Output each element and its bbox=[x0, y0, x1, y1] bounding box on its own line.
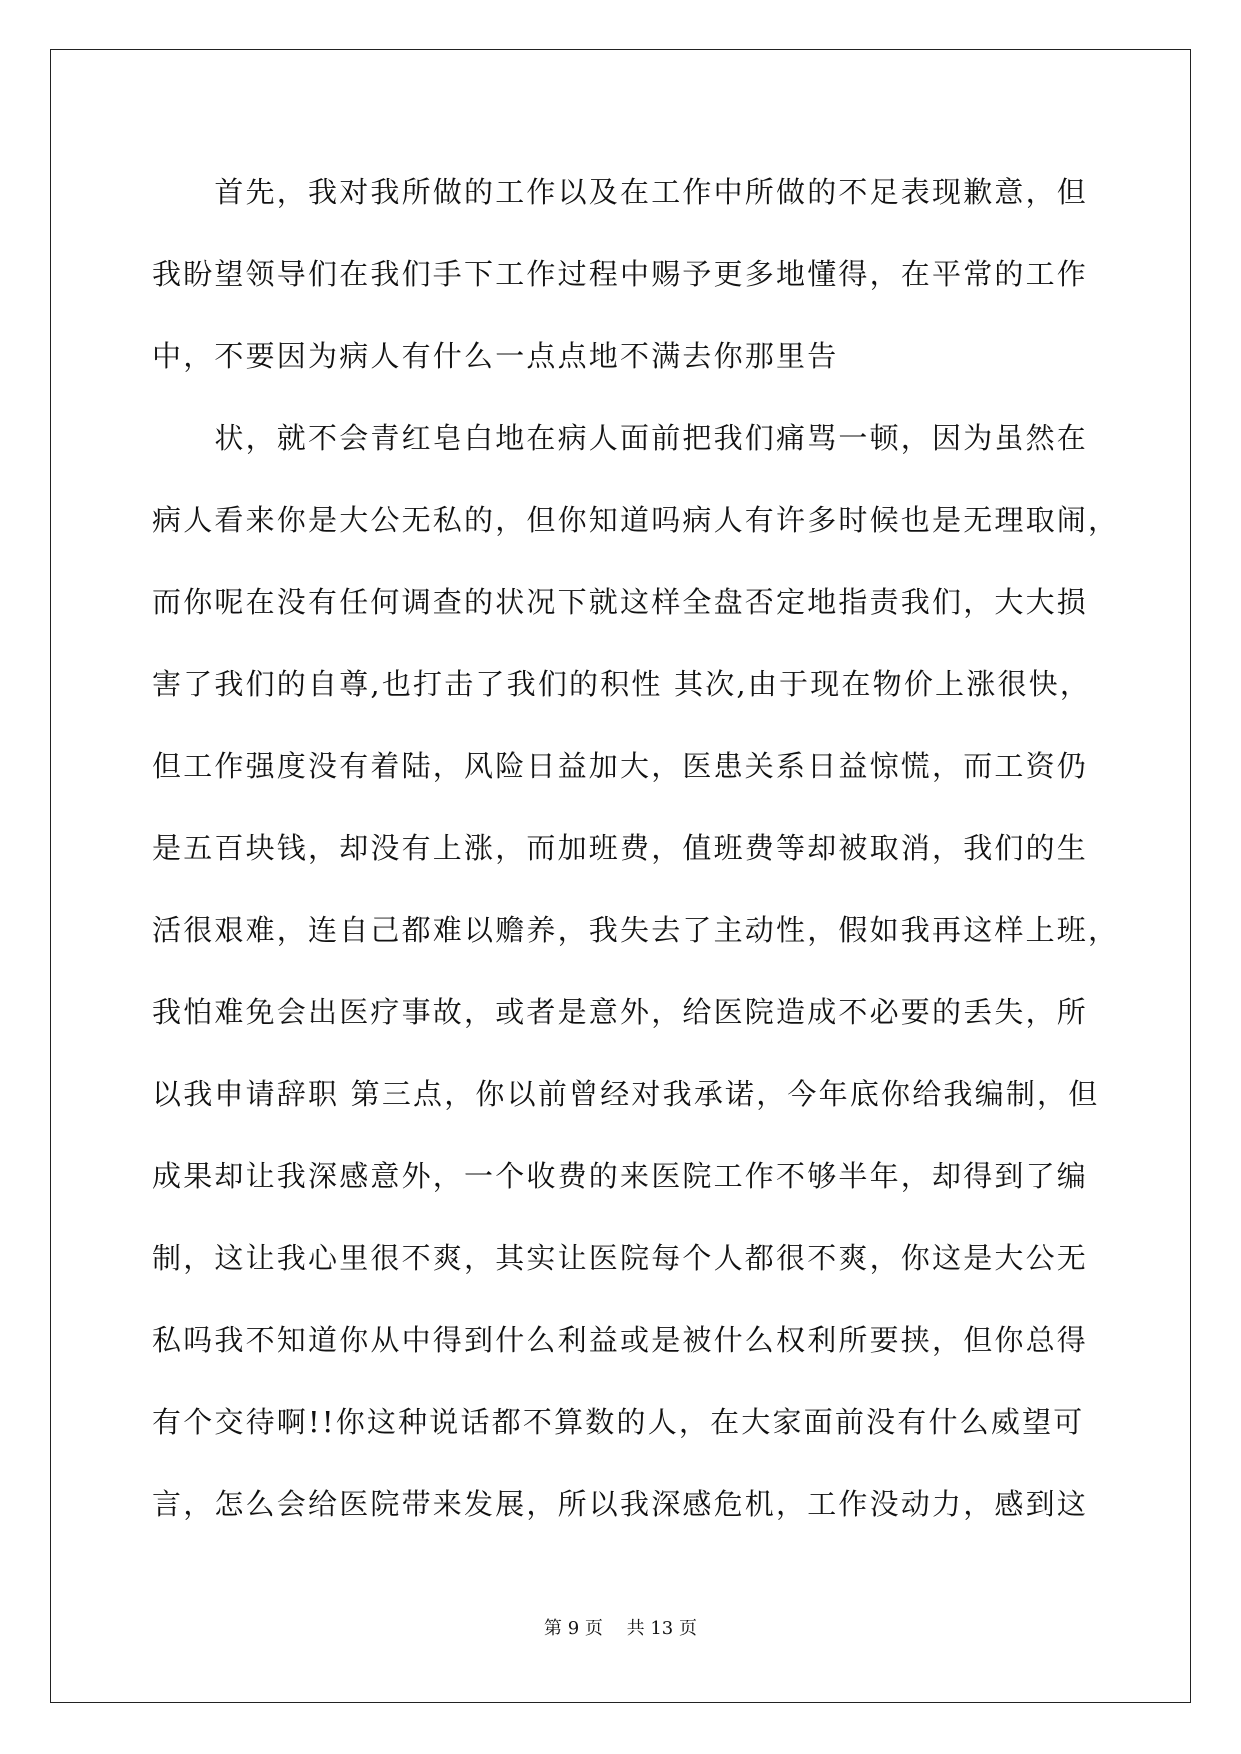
text-line: 有个交待啊!!你这种说话都不算数的人，在大家面前没有什么威望可 bbox=[152, 1405, 1085, 1439]
text-line: 我盼望领导们在我们手下工作过程中赐予更多地懂得，在平常的工作 bbox=[152, 257, 1089, 291]
document-body bbox=[152, 163, 1120, 1557]
text-line: 而你呢在没有任何调查的状况下就这样全盘否定地指责我们，大大损 bbox=[152, 585, 1089, 619]
text-line: 是五百块钱，却没有上涨，而加班费，值班费等却被取消，我们的生 bbox=[152, 831, 1089, 865]
page-footer: 第 9 页 共 13 页 bbox=[544, 1618, 697, 1639]
text-line: 首先，我对我所做的工作以及在工作中所做的不足表现歉意，但 bbox=[152, 175, 1089, 209]
text-line: 我怕难免会出医疗事故，或者是意外，给医院造成不必要的丢失，所 bbox=[152, 995, 1089, 1029]
text-line: 成果却让我深感意外，一个收费的来医院工作不够半年，却得到了编 bbox=[152, 1159, 1089, 1193]
text-line: 病人看来你是大公无私的，但你知道吗病人有许多时候也是无理取闹， bbox=[152, 503, 1120, 537]
text-line: 言，怎么会给医院带来发展，所以我深感危机，工作没动力，感到这 bbox=[152, 1487, 1089, 1521]
text-line: 以我申请辞职 第三点，你以前曾经对我承诺，今年底你给我编制，但 bbox=[152, 1077, 1100, 1111]
text-line: 活很艰难，连自己都难以赡养，我失去了主动性，假如我再这样上班， bbox=[152, 913, 1120, 947]
text-line: 害了我们的自尊,也打击了我们的积性 其次,由于现在物价上涨很快， bbox=[152, 667, 1092, 701]
text-line: 私吗我不知道你从中得到什么利益或是被什么权利所要挟，但你总得 bbox=[152, 1323, 1089, 1357]
text-line: 制，这让我心里很不爽，其实让医院每个人都很不爽，你这是大公无 bbox=[152, 1241, 1089, 1275]
text-line: 中，不要因为病人有什么一点点地不满去你那里告 bbox=[152, 339, 839, 373]
text-line: 但工作强度没有着陆，风险日益加大，医患关系日益惊慌，而工资仍 bbox=[152, 749, 1089, 783]
text-line: 状，就不会青红皂白地在病人面前把我们痛骂一顿，因为虽然在 bbox=[152, 421, 1089, 455]
